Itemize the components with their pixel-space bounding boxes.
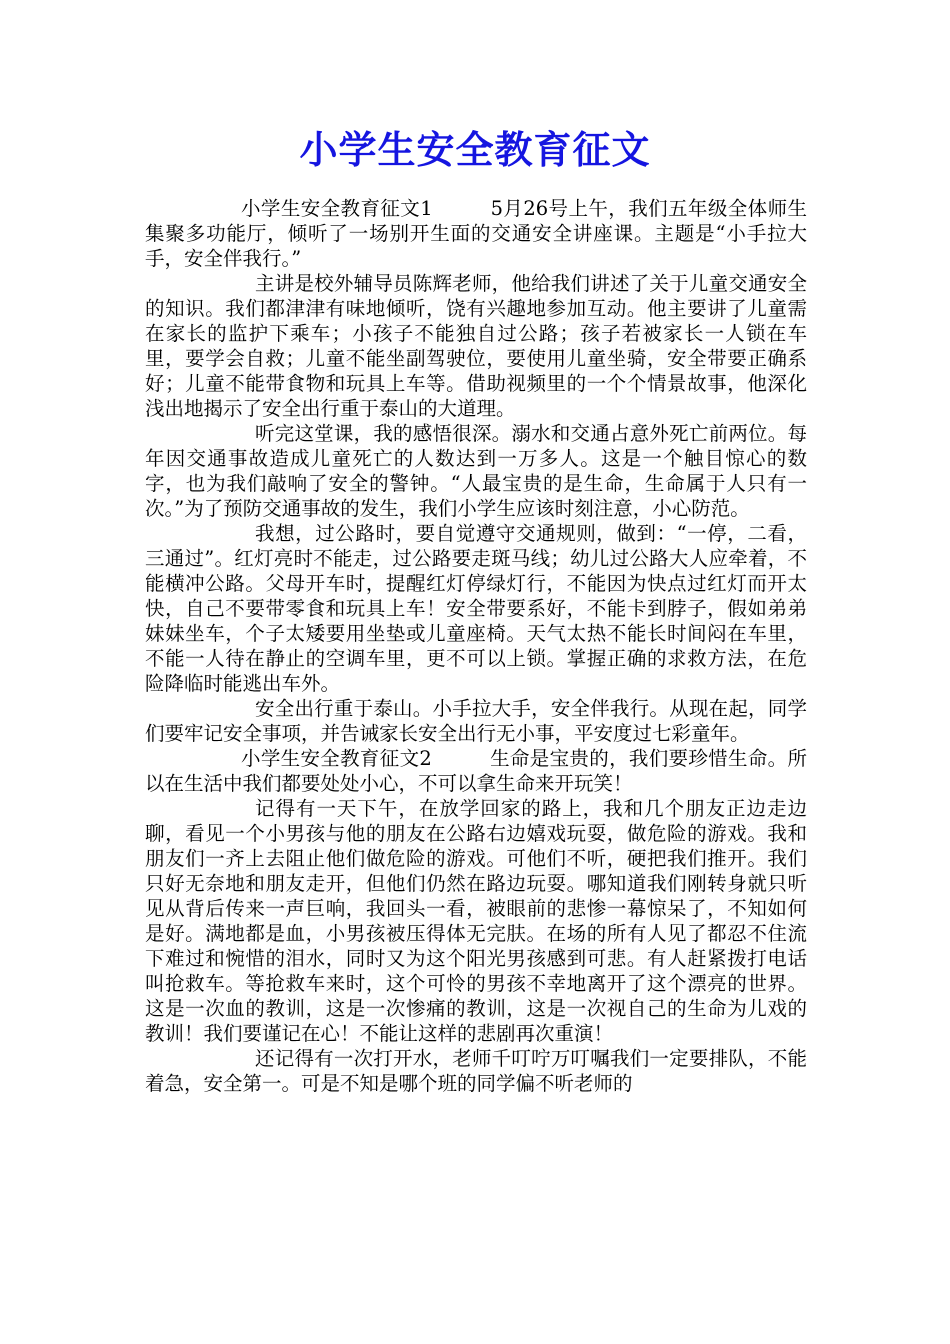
section-1-heading: 小学生安全教育征文1 (241, 197, 433, 220)
section-1-paragraph-5: 安全出行重于泰山。小手拉大手，安全伴我行。从现在起，同学们要牢记安全事项，并告诫家长安全出行无小事，平安度过七彩童年。 (145, 697, 807, 745)
section-2-heading: 小学生安全教育征文2 (241, 747, 432, 770)
section-1-intro-paragraph (145, 196, 807, 271)
section-2-intro-paragraph (145, 746, 807, 796)
section-2-paragraph-1: 生命是宝贵的，我们要珍惜生命。所以在生活中我们都要处处小心，不可以拿生命来开玩笑！ (145, 747, 807, 795)
section-1-paragraph-4: 我想，过公路时，要自觉遵守交通规则，做到：“一停，二看，三通过”。红灯亮时不能走，过公路要走斑马线；幼儿过公路大人应牵着，不能横冲公路。父母开车时，提醒红灯停绿灯行，不能因为快点过红灯而开太快，自己不要带零食和玩具上车！安全带要系好，不能卡到脖子，假如弟弟妹妹坐车，个子太矮要用坐垫或儿童座椅。天气太热不能长时间闷在车里，不能一人待在静止的空调车里，更不可以上锁。掌握正确的求救方法，在危险降临时能逃出车外。 (145, 522, 807, 695)
section-1-paragraph-2: 主讲是校外辅导员陈辉老师，他给我们讲述了关于儿童交通安全的知识。我们都津津有味地倾听，饶有兴趣地参加互动。他主要讲了儿童需在家长的监护下乘车；小孩子不能独自过公路；孩子若被家长一人锁在车里，要学会自救；儿童不能坐副驾驶位，要使用儿童坐骑，安全带要正确系好；儿童不能带食物和玩具上车等。借助视频里的一个个情景故事，他深化浅出地揭示了安全出行重于泰山的大道理。 (145, 272, 807, 420)
section-1-paragraph-3: 听完这堂课，我的感悟很深。溺水和交通占意外死亡前两位。每年因交通事故造成儿童死亡的人数达到一万多人。这是一个触目惊心的数字，也为我们敲响了安全的警钟。“人最宝贵的是生命，生命属于人只有一次。”为了预防交通事故的发生，我们小学生应该时刻注意，小心防范。 (145, 422, 807, 520)
section-2-paragraph-2: 记得有一天下午，在放学回家的路上，我和几个朋友正边走边聊，看见一个小男孩与他的朋友在公路右边嬉戏玩耍，做危险的游戏。我和朋友们一齐上去阻止他们做危险的游戏。可他们不听，硬把我们推开。我们只好无奈地和朋友走开，但他们仍然在路边玩耍。哪知道我们刚转身就只听见从背后传来一声巨响，我回头一看，被眼前的悲惨一幕惊呆了，不知如何是好。满地都是血，小男孩被压得体无完肤。在场的所有人见了都忍不住流下难过和惋惜的泪水，同时又为这个阳光男孩感到可悲。有人赶紧拨打电话叫抢救车。等抢救车来时，这个可怜的男孩不幸地离开了这个漂亮的世界。这是一次血的教训，这是一次惨痛的教训，这是一次视自己的生命为儿戏的教训！我们要谨记在心！不能让这样的悲剧再次重演！ (145, 797, 807, 1045)
document-body (145, 196, 807, 1096)
section-1-paragraph-1: 5月26号上午，我们五年级全体师生集聚多功能厅，倾听了一场别开生面的交通安全讲座课。主题是“小手拉大手，安全伴我行。” (145, 197, 807, 270)
document-title: 小学生安全教育征文 (299, 128, 651, 172)
section-2-paragraph-3: 还记得有一次打开水，老师千叮咛万叮嘱我们一定要排队，不能着急，安全第一。可是不知是哪个班的同学偏不听老师的 (145, 1047, 807, 1095)
